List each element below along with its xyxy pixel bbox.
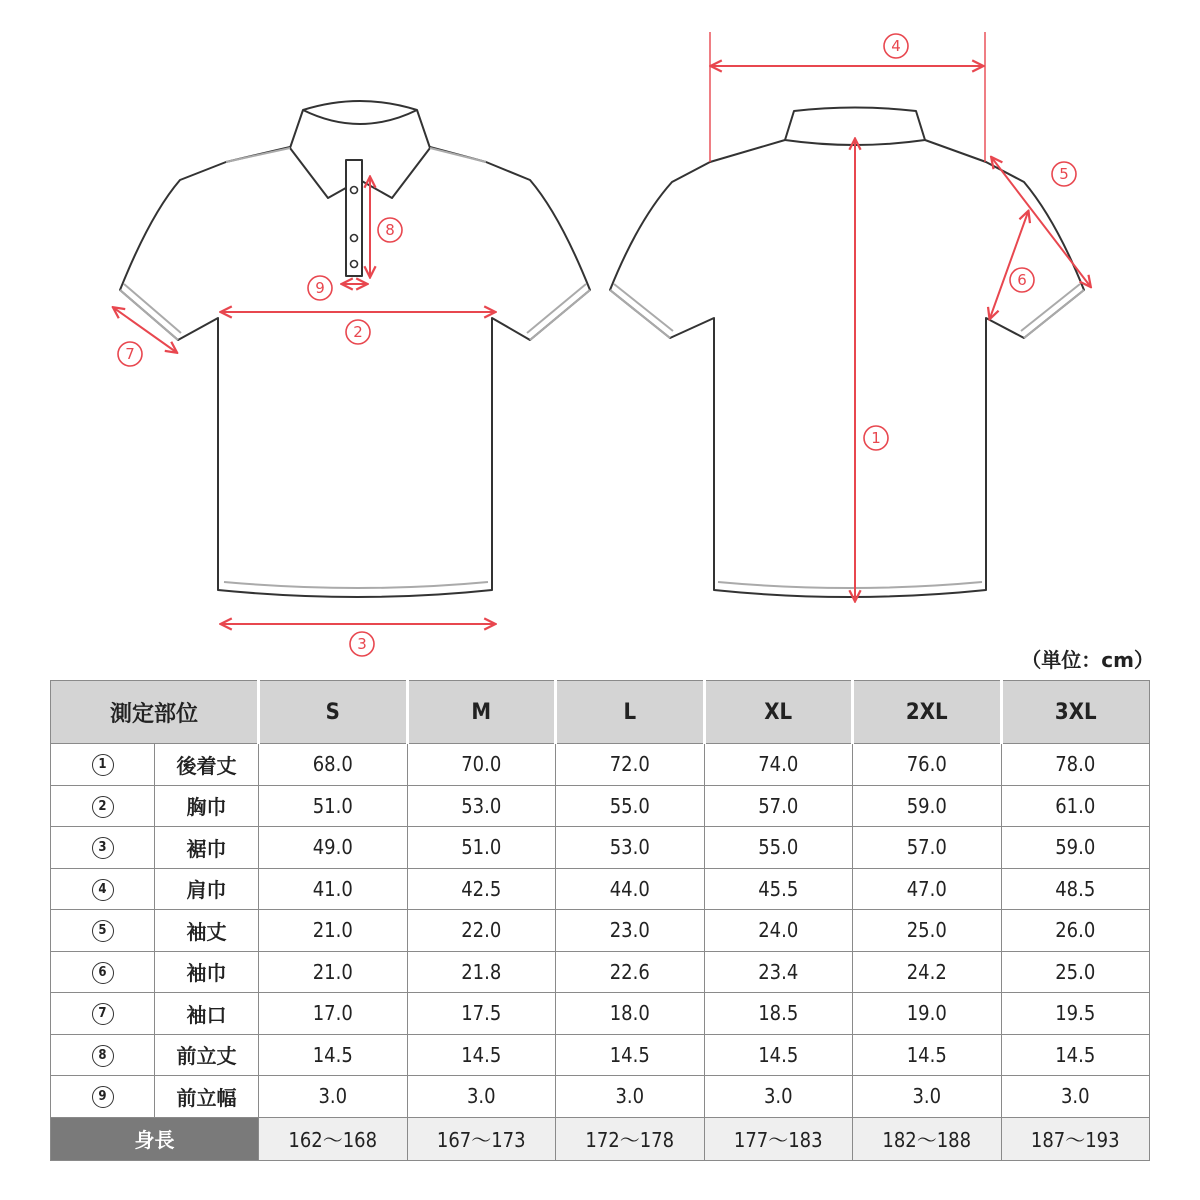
table-row bbox=[51, 827, 1150, 869]
value-cell: 21.8 bbox=[407, 951, 556, 993]
value-cell: 78.0 bbox=[1001, 744, 1150, 786]
value-cell: 22.0 bbox=[407, 910, 556, 952]
marker-7 bbox=[118, 342, 142, 366]
marker-3 bbox=[350, 632, 374, 656]
svg-text:1: 1 bbox=[871, 429, 881, 447]
header-size-m: M bbox=[407, 681, 556, 744]
header-size-3xl: 3XL bbox=[1001, 681, 1150, 744]
marker-6 bbox=[1010, 268, 1034, 292]
height-range-cell: 187〜193 bbox=[1001, 1117, 1150, 1160]
value-cell: 24.2 bbox=[853, 951, 1002, 993]
header-size-2xl: 2XL bbox=[853, 681, 1002, 744]
value-cell: 14.5 bbox=[853, 1034, 1002, 1076]
value-cell: 21.0 bbox=[259, 951, 408, 993]
value-cell: 53.0 bbox=[556, 827, 705, 869]
value-cell: 19.5 bbox=[1001, 993, 1150, 1035]
size-table-header bbox=[51, 681, 1150, 744]
value-cell: 51.0 bbox=[407, 827, 556, 869]
value-cell: 70.0 bbox=[407, 744, 556, 786]
row-number-cell bbox=[51, 1076, 155, 1118]
value-cell: 48.5 bbox=[1001, 868, 1150, 910]
header-size-xl: XL bbox=[704, 681, 853, 744]
row-label: 肩巾 bbox=[155, 868, 259, 910]
value-cell: 3.0 bbox=[259, 1076, 408, 1118]
header-size-s: S bbox=[259, 681, 408, 744]
marker-1 bbox=[864, 426, 888, 450]
row-label: 後着丈 bbox=[155, 744, 259, 786]
table-row bbox=[51, 744, 1150, 786]
size-table bbox=[50, 680, 1150, 1161]
row-number-badge: 1 bbox=[92, 754, 114, 776]
row-number-cell bbox=[51, 785, 155, 827]
svg-text:7: 7 bbox=[125, 345, 135, 363]
svg-text:5: 5 bbox=[1059, 165, 1069, 183]
value-cell: 23.0 bbox=[556, 910, 705, 952]
value-cell: 41.0 bbox=[259, 868, 408, 910]
front-shirt-outline bbox=[120, 101, 590, 597]
row-label: 前立丈 bbox=[155, 1034, 259, 1076]
svg-text:9: 9 bbox=[315, 279, 325, 297]
marker-5 bbox=[1052, 162, 1076, 186]
marker-8 bbox=[378, 218, 402, 242]
row-number-cell bbox=[51, 744, 155, 786]
row-number-cell bbox=[51, 951, 155, 993]
value-cell: 14.5 bbox=[556, 1034, 705, 1076]
value-cell: 23.4 bbox=[704, 951, 853, 993]
value-cell: 18.5 bbox=[704, 993, 853, 1035]
value-cell: 42.5 bbox=[407, 868, 556, 910]
value-cell: 14.5 bbox=[704, 1034, 853, 1076]
value-cell: 61.0 bbox=[1001, 785, 1150, 827]
row-number-cell bbox=[51, 827, 155, 869]
row-number-badge: 6 bbox=[92, 962, 114, 984]
height-range-cell: 162〜168 bbox=[259, 1117, 408, 1160]
row-label: 胸巾 bbox=[155, 785, 259, 827]
value-cell: 59.0 bbox=[1001, 827, 1150, 869]
table-row bbox=[51, 951, 1150, 993]
marker-9 bbox=[308, 276, 332, 300]
svg-text:6: 6 bbox=[1017, 271, 1027, 289]
value-cell: 57.0 bbox=[704, 785, 853, 827]
value-cell: 22.6 bbox=[556, 951, 705, 993]
size-table-body bbox=[51, 744, 1150, 1161]
row-number-badge: 4 bbox=[92, 879, 114, 901]
height-range-cell: 177〜183 bbox=[704, 1117, 853, 1160]
row-number-cell bbox=[51, 1034, 155, 1076]
table-row bbox=[51, 868, 1150, 910]
value-cell: 49.0 bbox=[259, 827, 408, 869]
table-row bbox=[51, 785, 1150, 827]
unit-label: （単位：cm） bbox=[1021, 648, 1154, 672]
row-number-badge: 3 bbox=[92, 837, 114, 859]
value-cell: 76.0 bbox=[853, 744, 1002, 786]
value-cell: 3.0 bbox=[1001, 1076, 1150, 1118]
row-number-badge: 7 bbox=[92, 1003, 114, 1025]
value-cell: 55.0 bbox=[704, 827, 853, 869]
value-cell: 3.0 bbox=[556, 1076, 705, 1118]
value-cell: 17.5 bbox=[407, 993, 556, 1035]
value-cell: 55.0 bbox=[556, 785, 705, 827]
value-cell: 25.0 bbox=[1001, 951, 1150, 993]
height-label: 身長 bbox=[51, 1117, 259, 1160]
svg-text:3: 3 bbox=[357, 635, 367, 653]
height-range-cell: 172〜178 bbox=[556, 1117, 705, 1160]
row-number-cell bbox=[51, 868, 155, 910]
svg-text:8: 8 bbox=[385, 221, 395, 239]
value-cell: 45.5 bbox=[704, 868, 853, 910]
table-row bbox=[51, 1076, 1150, 1118]
value-cell: 68.0 bbox=[259, 744, 408, 786]
table-row bbox=[51, 910, 1150, 952]
row-number-badge: 9 bbox=[92, 1086, 114, 1108]
back-shirt-outline bbox=[610, 108, 1084, 598]
table-row bbox=[51, 993, 1150, 1035]
value-cell: 72.0 bbox=[556, 744, 705, 786]
svg-text:4: 4 bbox=[891, 37, 901, 55]
row-label: 袖巾 bbox=[155, 951, 259, 993]
row-number-cell bbox=[51, 993, 155, 1035]
row-number-cell bbox=[51, 910, 155, 952]
value-cell: 25.0 bbox=[853, 910, 1002, 952]
value-cell: 26.0 bbox=[1001, 910, 1150, 952]
row-number-badge: 5 bbox=[92, 920, 114, 942]
row-number-badge: 8 bbox=[92, 1045, 114, 1067]
value-cell: 14.5 bbox=[407, 1034, 556, 1076]
value-cell: 19.0 bbox=[853, 993, 1002, 1035]
row-label: 裾巾 bbox=[155, 827, 259, 869]
value-cell: 47.0 bbox=[853, 868, 1002, 910]
row-label: 前立幅 bbox=[155, 1076, 259, 1118]
svg-text:2: 2 bbox=[353, 323, 363, 341]
value-cell: 18.0 bbox=[556, 993, 705, 1035]
value-cell: 3.0 bbox=[704, 1076, 853, 1118]
row-label: 袖丈 bbox=[155, 910, 259, 952]
value-cell: 44.0 bbox=[556, 868, 705, 910]
value-cell: 24.0 bbox=[704, 910, 853, 952]
header-size-l: L bbox=[556, 681, 705, 744]
marker-2 bbox=[346, 320, 370, 344]
value-cell: 51.0 bbox=[259, 785, 408, 827]
value-cell: 59.0 bbox=[853, 785, 1002, 827]
value-cell: 21.0 bbox=[259, 910, 408, 952]
row-number-badge: 2 bbox=[92, 796, 114, 818]
row-label: 袖口 bbox=[155, 993, 259, 1035]
height-row bbox=[51, 1117, 1150, 1160]
value-cell: 14.5 bbox=[1001, 1034, 1150, 1076]
value-cell: 74.0 bbox=[704, 744, 853, 786]
table-row bbox=[51, 1034, 1150, 1076]
value-cell: 53.0 bbox=[407, 785, 556, 827]
value-cell: 3.0 bbox=[407, 1076, 556, 1118]
value-cell: 57.0 bbox=[853, 827, 1002, 869]
value-cell: 3.0 bbox=[853, 1076, 1002, 1118]
height-range-cell: 167〜173 bbox=[407, 1117, 556, 1160]
marker-4 bbox=[884, 34, 908, 58]
height-range-cell: 182〜188 bbox=[853, 1117, 1002, 1160]
value-cell: 17.0 bbox=[259, 993, 408, 1035]
header-measure-part: 測定部位 bbox=[51, 681, 259, 744]
value-cell: 14.5 bbox=[259, 1034, 408, 1076]
